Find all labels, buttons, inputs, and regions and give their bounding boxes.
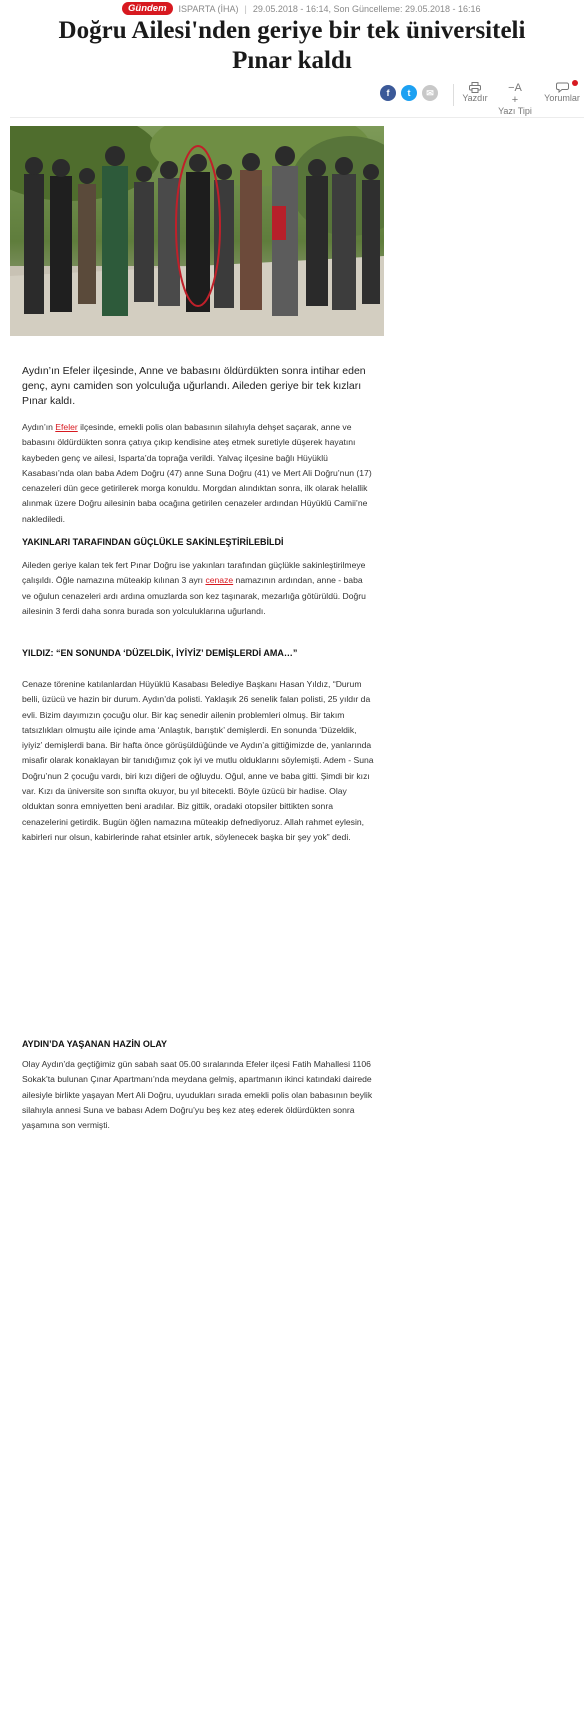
- comments-button[interactable]: [540, 82, 584, 103]
- font-increase-button[interactable]: +: [511, 94, 519, 106]
- section-heading: YILDIZ: “EN SONUNDA ‘DÜZELDİK, İYİYİZ’ DEMİŞLERDİ AMA…”: [22, 648, 298, 658]
- font-size-label: Yazı Tipi: [498, 106, 532, 116]
- speech-bubble-icon: [556, 82, 569, 93]
- article-paragraph: [22, 420, 374, 527]
- font-size-control[interactable]: [495, 82, 535, 116]
- article-title: Doğru Ailesi'nden geriye bir tek üniversiteli Pınar kaldı: [58, 17, 526, 74]
- section-heading: YAKINLARI TARAFINDAN GÜÇLÜKLE SAKİNLEŞTİRİLEBİLDİ: [22, 537, 284, 547]
- paragraph-text: Aileden geriye kalan tek fert Pınar Doğru ise yakınları tarafından güçlükle sakinleştirilmeye çalışıldı. Öğle namazına müteakip kılınan 3 ayrı: [22, 560, 366, 586]
- article-toolbar: [0, 82, 584, 116]
- funeral-crowd-image: [10, 126, 384, 336]
- comments-count-badge: [572, 80, 578, 86]
- article-paragraph: Olay Aydın’da geçtiğimiz gün sabah saat 05.00 sıralarında Efeler ilçesi Fatih Mahallesi 1106 Sokak’ta bulunan Çınar Apartmanı’nda meydana gelmiş, apartmanın ikinci katındaki dairede ailesiyle birlikte yaşayan Mert Ali Doğru, uyudukları sırada emekli polis olan babasının beylik silahıyla annesi Suna ve babası Adem Doğru’yu beş kez ateş ederek öldürdükten sonra yaşamına son vermişti.: [22, 1059, 373, 1131]
- tag-link-cenaze[interactable]: cenaze: [205, 575, 234, 586]
- article-meta: [122, 2, 481, 15]
- article-paragraph: Cenaze törenine katılanlardan Hüyüklü Kasabası Belediye Başkanı Hasan Yıldız, “Durum belli, üzücü ve hazin bir durum. Aydın’da polisti. Yaklaşık 26 senelik falan polisti, 25 yıldır da evli. Bizim dayımızın çocuğu olur. Bir kaç senedir ailenin problemleri olmuş. Bir takım tatsızlıkları olmuştu aile içinde ama ‘Anlaştık, barıştık’ demişlerdi. En sonunda ‘Düzeldik, iyiyiz’ demişlerdi bana. Bir hafta önce görüşüldüğünde ve Aydın’a gittiğimizde de, yanlarında misafir olarak konaklayan bir tanıdığımız çok iyi ve mutlu olduklarını söylemişti. Adem - Suna Doğru’nun 2 çocuğu vardı, biri kızı diğeri de oğluydu. Oğul, anne ve baba gitti. Şimdi bir kızı var. Kızı da üniversite son sınıfta okuyor, bu yıl bitecekti. Böyle üzücü bir hadise. Olay olduktan sonra emniyetten beni aradılar. Biz gittik, oradaki otopsiler bittikten sonra cenazelerini getirdik. Bugün öğlen namazına müteakip defnediyoruz. Allah rahmet eylesin, kabirleri nur olsun, kabirlerinde rahat etsinler artık, söylenecek başka bir şey yok” dedi.: [22, 679, 374, 842]
- meta-separator: |: [244, 3, 247, 14]
- paragraph-text: ilçesinde, emekli polis olan babasının silahıyla dehşet saçarak, anne ve babasını öldürdükten sonra çatıya çıkıp kendisine ateş etmek suretiyle düşerek hayatını kaybeden genç ve ailesi, Isparta’da toprağa verildi. Yalvaç ilçesine bağlı Hüyüklü Kasabası’nda olan baba Adem Doğru (47) anne Suna Doğru (41) ve Mert Ali Doğru’nun (17) cenazeleri dün gece getirilerek morga konuldu. Morgdan alındıktan sonra, ilk olarak helallik alınmak üzere Doğru ailesinin baba ocağına getirilen cenazeler ardından Hüyüklü Camii’ne naklediledi.: [22, 422, 372, 524]
- section-heading: AYDIN’DA YAŞANAN HAZİN OLAY: [22, 1039, 168, 1049]
- paragraph-text: namazının ardından, anne - baba ve oğulun cenazeleri ardı ardına omuzlarda son kez taşınarak, mezarlığa götürüldü. Doğru ailesinin 3 ferdi daha sonra burada son yolculuklarına uğurlandı.: [22, 575, 366, 616]
- print-button[interactable]: [460, 82, 490, 103]
- toolbar-divider: [453, 84, 454, 106]
- comments-label: Yorumlar: [544, 93, 580, 103]
- mail-share-button[interactable]: ✉: [422, 85, 438, 101]
- news-location: ISPARTA (İHA): [178, 3, 239, 14]
- category-badge[interactable]: Gündem: [122, 2, 173, 15]
- printer-icon: [469, 82, 481, 93]
- paragraph-text: Aydın’ın: [22, 422, 56, 432]
- article-photo: [10, 126, 384, 336]
- article-lead: Aydın’ın Efeler ilçesinde, Anne ve babasını öldürdükten sonra intihar eden genç, aynı camiden son yolculuğa uğurlandı. Aileden geriye bir tek kızları Pınar kaldı.: [22, 365, 366, 407]
- tag-link-efeler[interactable]: Efeler: [55, 422, 78, 432]
- twitter-share-button[interactable]: t: [401, 85, 417, 101]
- print-label: Yazdır: [462, 93, 488, 103]
- publish-dates: 29.05.2018 - 16:14, Son Güncelleme: 29.05.2018 - 16:16: [252, 3, 481, 14]
- header-divider: [10, 117, 584, 118]
- facebook-share-button[interactable]: f: [380, 85, 396, 101]
- font-decrease-button[interactable]: −A: [508, 82, 522, 94]
- article-paragraph: [22, 558, 374, 619]
